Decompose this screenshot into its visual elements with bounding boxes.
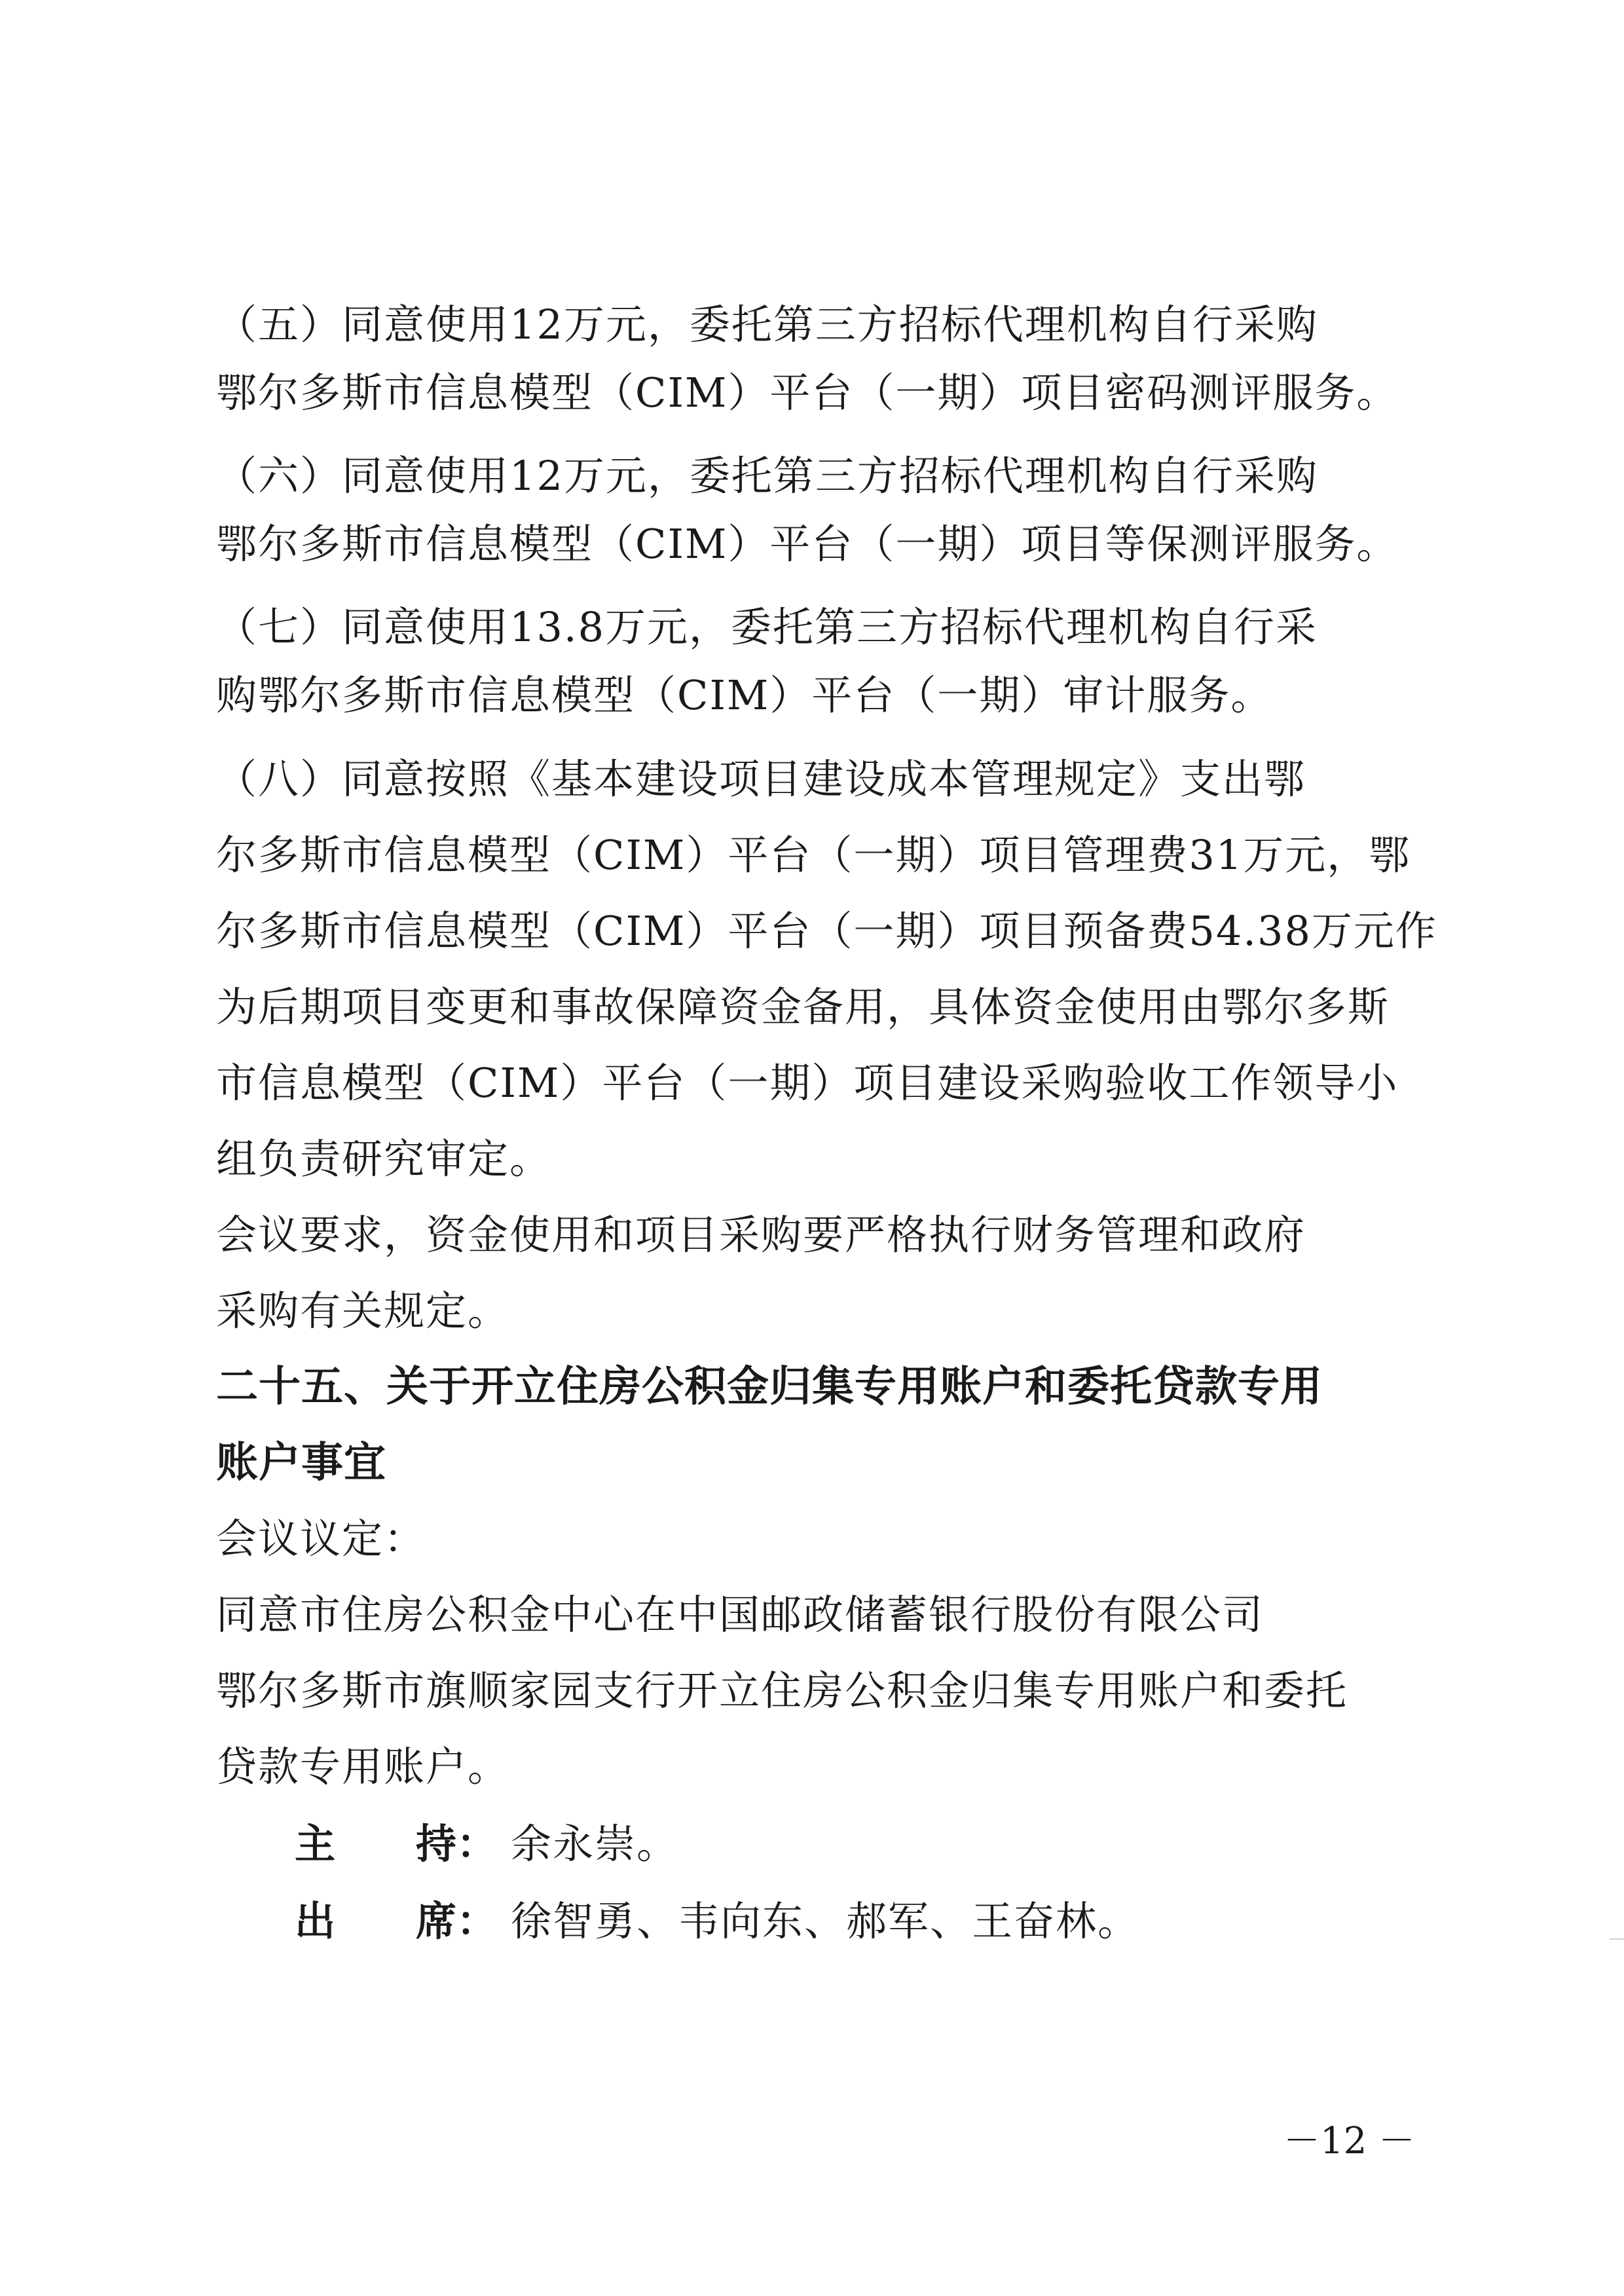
decision-line-1: 同意市住房公积金中心在中国邮政储蓄银行股份有限公司 [216, 1591, 1264, 1639]
paragraph-5-line-1: （五）同意使用12万元，委托第三方招标代理机构自行采购 [216, 301, 1318, 348]
paragraph-8-line-3: 尔多斯市信息模型（CIM）平台（一期）项目预备费54.38万元作 [216, 907, 1437, 955]
requirement-line-1: 会议要求，资金使用和项目采购要严格执行财务管理和政府 [216, 1211, 1306, 1259]
paragraph-8-line-5: 市信息模型（CIM）平台（一期）项目建设采购验收工作领导小 [216, 1059, 1399, 1107]
paragraph-7-line-2: 购鄂尔多斯市信息模型（CIM）平台（一期）审计服务。 [216, 671, 1273, 719]
attendees-row [295, 1882, 1486, 1961]
attendees-names: 徐智勇、韦向东、郝军、王奋林。 [511, 1897, 1140, 1945]
paragraph-8-line-4: 为后期项目变更和事故保障资金备用，具体资金使用由鄂尔多斯 [216, 983, 1390, 1031]
decision-line-2: 鄂尔多斯市旗顺家园支行开立住房公积金归集专用账户和委托 [216, 1667, 1348, 1714]
scan-edge-mark [1610, 1938, 1624, 1940]
requirement-line-2: 采购有关规定。 [216, 1287, 510, 1335]
host-label [295, 1805, 511, 1883]
host-row [295, 1805, 1486, 1883]
paragraph-8-line-2: 尔多斯市信息模型（CIM）平台（一期）项目管理费31万元，鄂 [216, 831, 1411, 879]
paragraph-8-line-1: （八）同意按照《基本建设项目建设成本管理规定》支出鄂 [216, 755, 1306, 803]
decision-line-3: 贷款专用账户。 [216, 1743, 510, 1790]
page-number: －12 － [1283, 2120, 1416, 2162]
paragraph-5-line-2: 鄂尔多斯市信息模型（CIM）平台（一期）项目密码测评服务。 [216, 369, 1399, 417]
paragraph-8-line-6: 组负责研究审定。 [216, 1135, 552, 1183]
host-label-second-char: 持： [416, 1820, 498, 1868]
attendees-label-first-char: 出 [295, 1897, 336, 1945]
section-heading-line-1: 二十五、关于开立住房公积金归集专用账户和委托贷款专用 [216, 1363, 1323, 1411]
decision-label: 会议议定： [216, 1515, 426, 1563]
paragraph-7-line-1: （七）同意使用13.8万元，委托第三方招标代理机构自行采 [216, 603, 1318, 651]
attendees-label [295, 1882, 511, 1961]
paragraph-6-line-2: 鄂尔多斯市信息模型（CIM）平台（一期）项目等保测评服务。 [216, 520, 1399, 568]
host-name: 余永崇。 [511, 1820, 679, 1868]
section-heading-line-2: 账户事宜 [216, 1439, 386, 1487]
host-label-first-char: 主 [295, 1820, 336, 1868]
attendees-label-second-char: 席： [416, 1897, 498, 1945]
paragraph-6-line-1: （六）同意使用12万元，委托第三方招标代理机构自行采购 [216, 452, 1318, 500]
